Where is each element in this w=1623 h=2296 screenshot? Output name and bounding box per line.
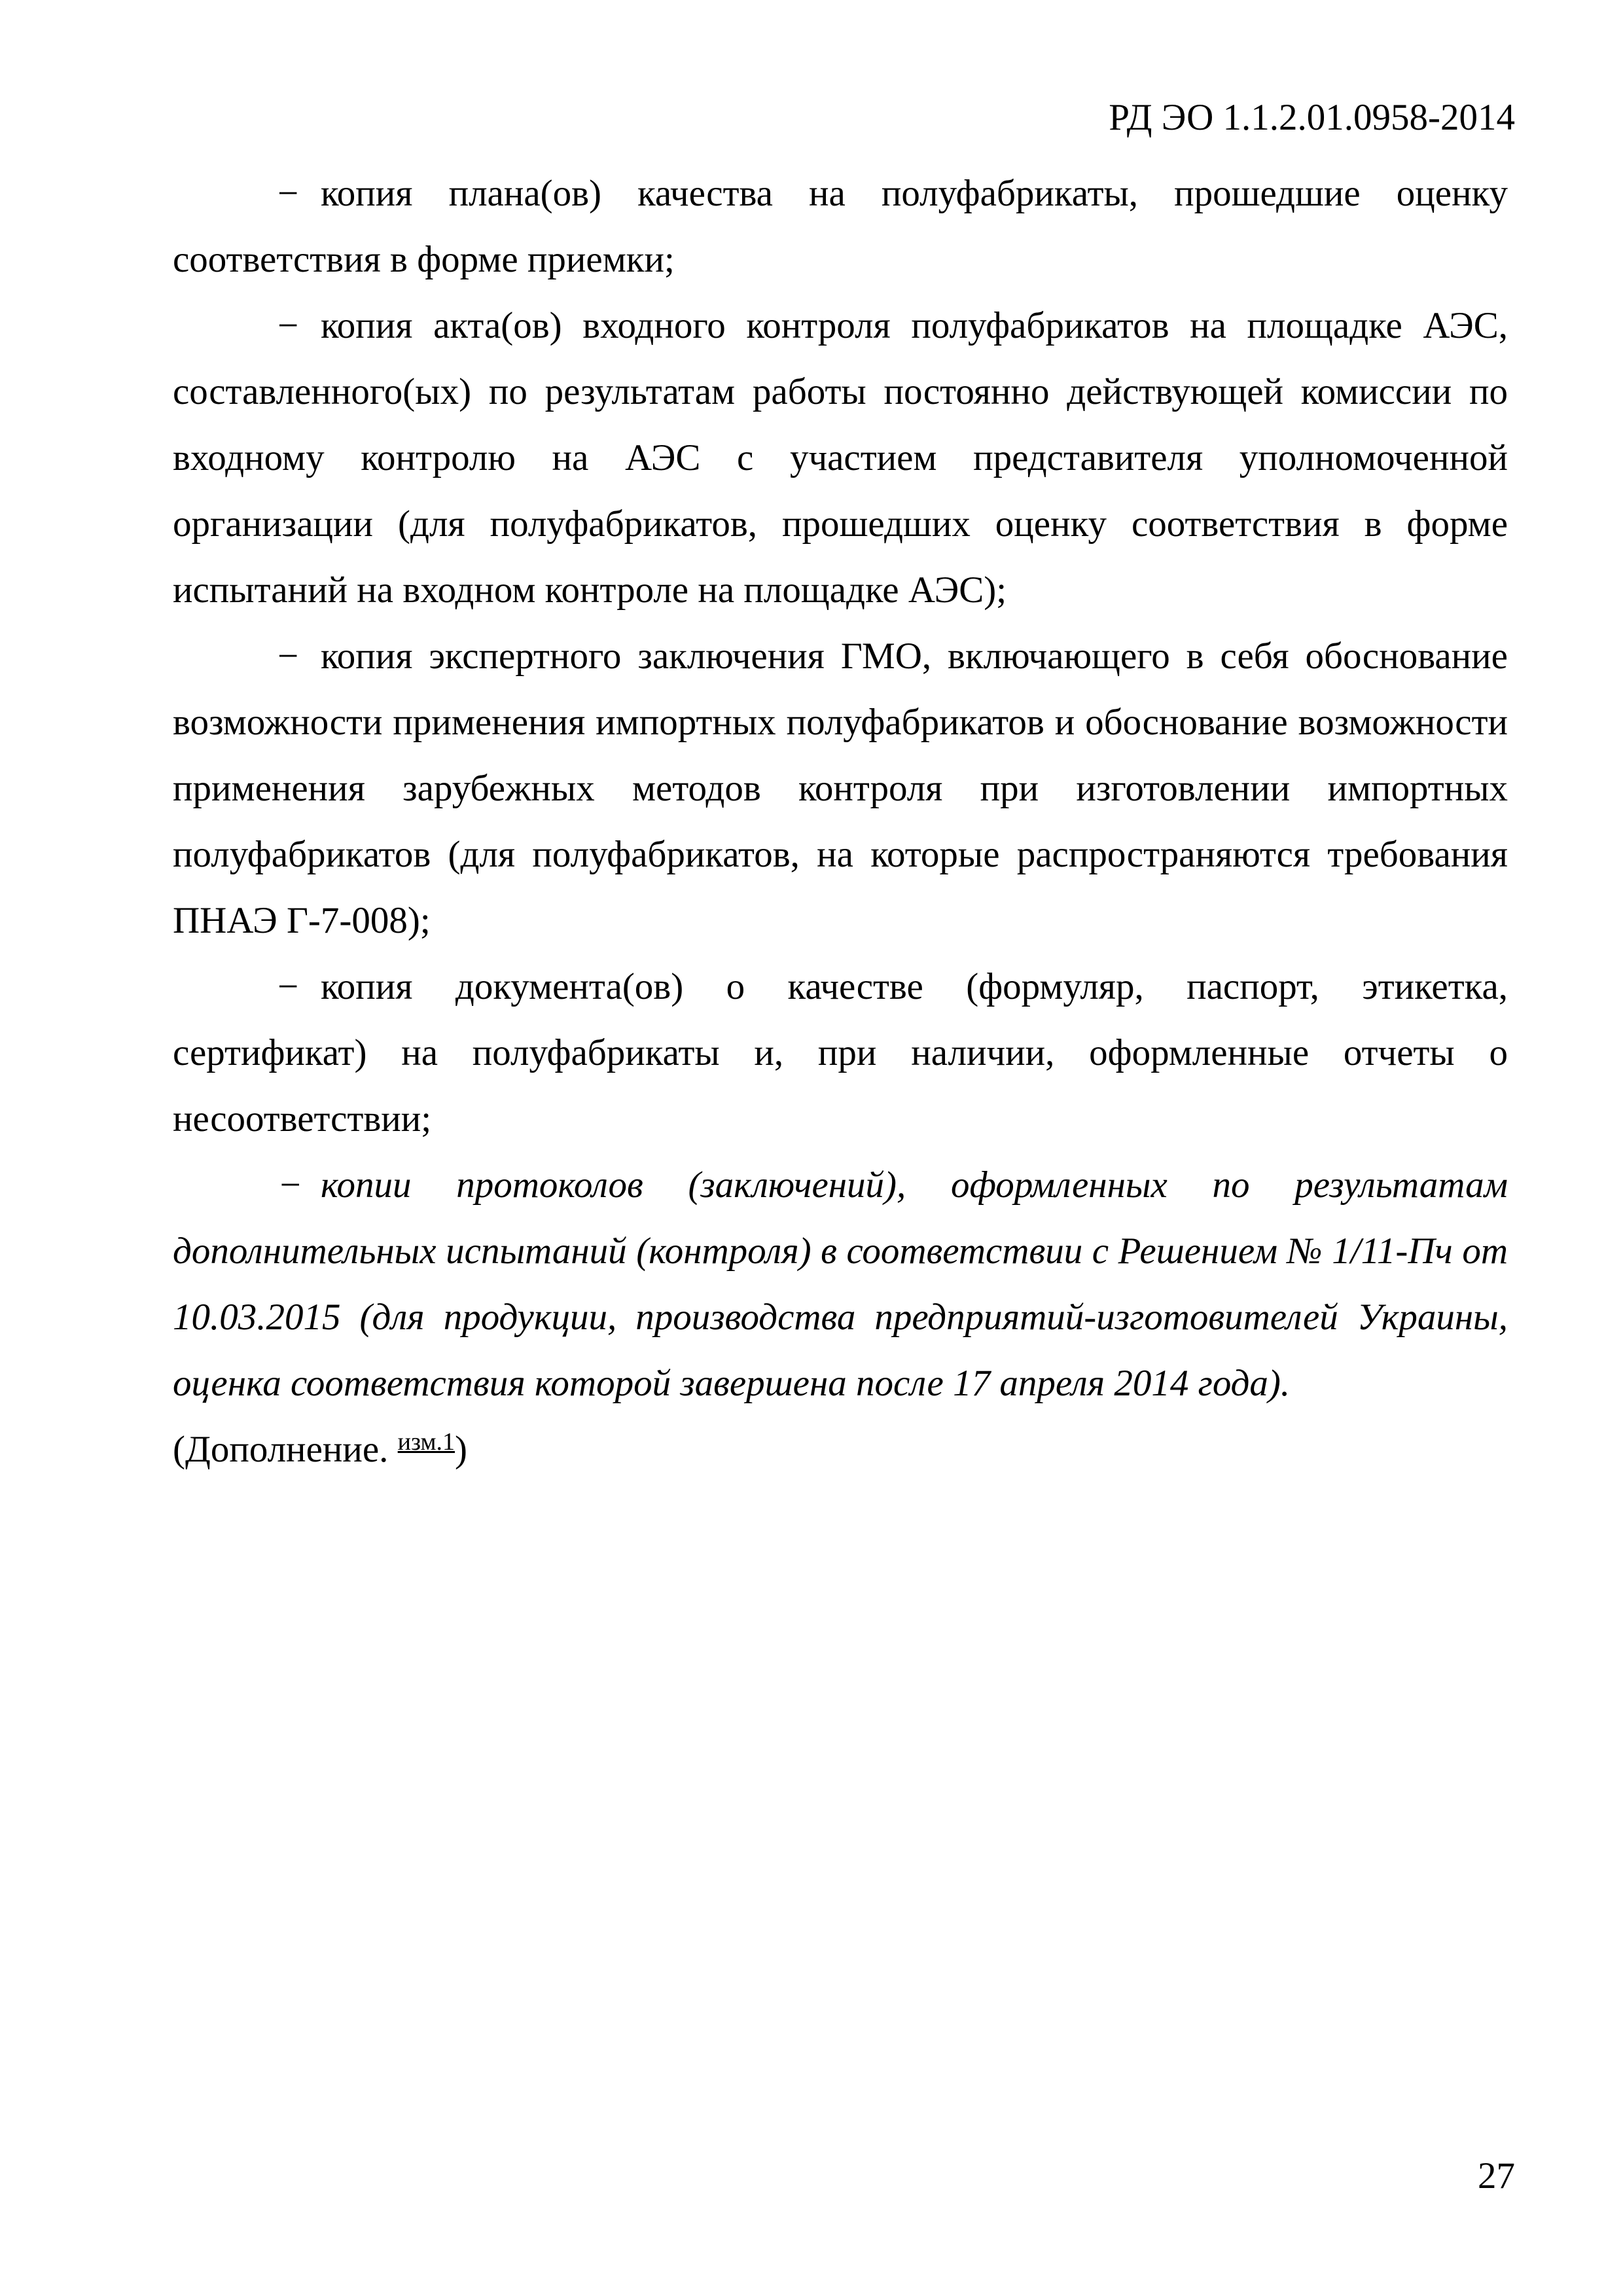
list-dash: − [277, 173, 299, 214]
page-number: 27 [1478, 2155, 1515, 2197]
list-item [173, 623, 1508, 954]
addition-note-prefix: (Дополнение. [173, 1429, 398, 1470]
addition-note-suffix: ) [455, 1429, 468, 1470]
list-item-text: копия документа(ов) о качестве (формуляр, паспорт, этикетка, сертификат) на полуфабрикаты и, при наличии, оформленные отчеты о несоответствии; [173, 966, 1508, 1139]
list-item-text: копия экспертного заключения ГМО, включающего в себя обоснование возможности применения импортных полуфабрикатов и обоснование возможности применения зарубежных методов контроля при изготовлении импортных полуфабрикатов (для полуфабрикатов, на которые распространяются требования ПНАЭ Г-7-008); [173, 636, 1508, 941]
list-item-text: копия акта(ов) входного контроля полуфабрикатов на площадке АЭС, составленного(ых) по результатам работы постоянно действующей комиссии по входному контролю на АЭС с участием представителя уполномоченной организации (для полуфабрикатов, прошедших оценку соответствия в форме испытаний на входном контроле на площадке АЭС); [173, 305, 1508, 611]
document-body [173, 160, 1508, 1482]
list-item [173, 160, 1508, 293]
list-dash: − [277, 966, 299, 1007]
list-item-text: копия плана(ов) качества на полуфабрикаты, прошедшие оценку соответствия в форме приемки; [173, 173, 1508, 280]
list-item [173, 954, 1508, 1152]
list-item [173, 293, 1508, 623]
addition-note [173, 1416, 1508, 1482]
list-dash: − [277, 305, 299, 346]
list-dash: − [277, 636, 299, 677]
change-reference-link[interactable]: изм.1 [397, 1428, 455, 1456]
document-code: РД ЭО 1.1.2.01.0958-2014 [1109, 97, 1515, 138]
list-item-text: копии протоколов (заключений), оформленных по результатам дополнительных испытаний (контроля) в соответствии с Решением № 1/11-Пч от 10.03.2015 (для продукции, производства предприятий-изготовителей Украины, оценка соответствия которой завершена после 17 апреля 2014 года). [173, 1164, 1508, 1404]
list-item-amendment [173, 1152, 1508, 1416]
list-dash: − [277, 1164, 303, 1206]
